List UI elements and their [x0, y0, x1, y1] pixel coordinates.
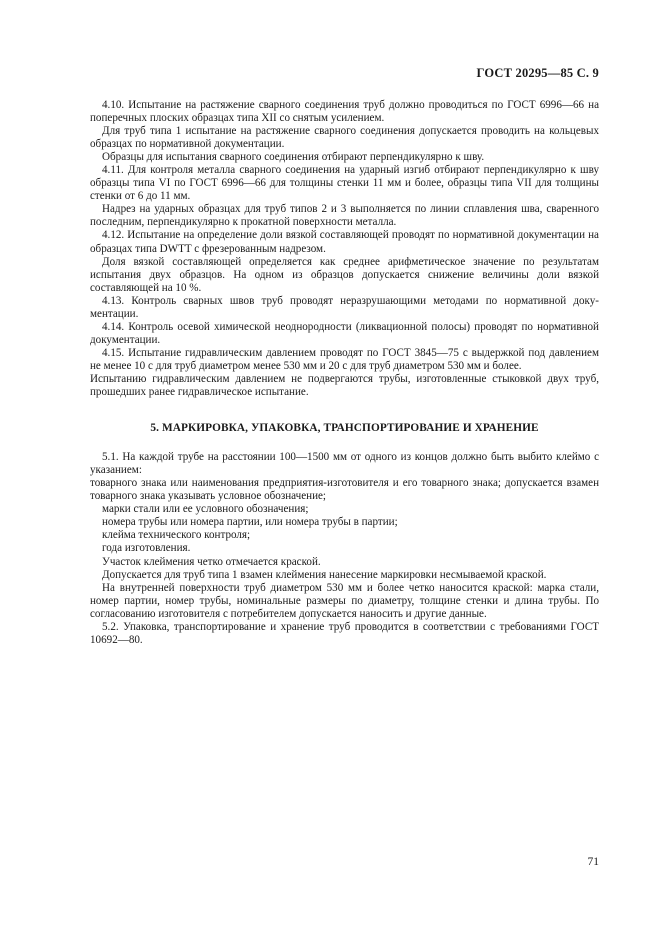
section-5-title: 5. МАРКИРОВКА, УПАКОВКА, ТРАНСПОРТИРОВАНИЕ И ХРАНЕНИЕ	[150, 422, 539, 435]
paragraph-4-11: 4.11. Для контроля металла сварного соединения на ударный изгиб отбирают перпендикулярно к шву образцы типа VI по ГОСТ 6996—66 для толщины стенки 11 мм и более, образцы типа VII для толщины стенки от 6 до 11 мм.	[90, 164, 599, 203]
running-header: ГОСТ 20295—85 С. 9	[476, 66, 599, 80]
paragraph-4-14: 4.14. Контроль осевой химической неоднородности (ликвационной полосы) проводят по нормативной документации.	[90, 320, 599, 346]
paragraph-4-10-type1: Для труб типа 1 испытание на растяжение сварного соединения допускается проводить на кольцевых образцах по нормативной документации.	[90, 125, 599, 151]
paragraph-5-1-trademark: товарного знака или наименования предприятия-изготовителя и его товарного знака; допускается взамен товарного знака указывать условное обозначение;	[90, 477, 599, 503]
paragraph-4-13: 4.13. Контроль сварных швов труб проводят неразрушающими методами по нормативной документации.	[90, 294, 599, 320]
document-body	[90, 99, 599, 647]
paragraph-5-1-year: года изготовления.	[102, 542, 191, 555]
paragraph-4-15-cont: Испытанию гидравлическим давлением не подвергаются трубы, изготовленные стыковкой двух труб, прошедших ранее гидравлическое испытание.	[90, 372, 599, 399]
paragraph-4-10: 4.10. Испытание на растяжение сварного соединения труб должно проводиться по ГОСТ 6996—66 на поперечных плоских образцах типа XII со снятым усилением.	[90, 99, 599, 125]
paragraph-4-12-share: Доля вязкой составляющей определяется как среднее арифметическое значение по результатам испытания двух образцов. На одном из образцов допускается снижение величины доли вязкой составляющей на 10 %.	[90, 255, 599, 294]
paragraph-5-1-paint: Участок клеймения четко отмечается краской.	[102, 555, 321, 568]
paragraph-5-1-inner: На внутренней поверхности труб диаметром 530 мм и более четко наносится краской: марка стали, номер партии, номер трубы, номинальные размеры по диаметру, толщине стенки и длина трубы. По согласованию изготовителя с потребителем допускается наносить и другие данные.	[90, 581, 599, 620]
page-number: 71	[587, 856, 599, 868]
paragraph-4-12: 4.12. Испытание на определение доли вязкой составляющей проводят по нормативной документации на образцах типа DWTT с фрезерованным надрезом.	[90, 229, 599, 255]
paragraph-4-11-notch: Надрез на ударных образцах для труб типов 2 и 3 выполняется по линии сплавления шва, сваренного последним, перпендикулярно к прокатной поверхности металла.	[90, 203, 599, 229]
paragraph-5-1-number: номера трубы или номера партии, или номера трубы в партии;	[102, 516, 398, 529]
paragraph-4-15: 4.15. Испытание гидравлическим давлением проводят по ГОСТ 3845—75 с выдержкой под давлением не менее 10 с для труб диаметром менее 530 мм и 20 с для труб диаметром 530 мм и более.	[90, 346, 599, 372]
paragraph-5-1: 5.1. На каждой трубе на расстоянии 100—1500 мм от одного из концов должно быть выбито клеймо с указанием:	[90, 451, 599, 477]
paragraph-5-1-type1: Допускается для труб типа 1 взамен клеймения нанесение маркировки несмываемой краской.	[102, 568, 547, 581]
paragraph-5-1-control: клейма технического контроля;	[102, 529, 251, 542]
paragraph-5-1-steel: марки стали или ее условного обозначения;	[102, 503, 309, 516]
paragraph-5-2: 5.2. Упаковка, транспортирование и хранение труб проводится в соответствии с требованиями ГОСТ 10692—80.	[90, 620, 599, 646]
paragraph-4-10-samples: Образцы для испытания сварного соединения отбирают перпендикулярно к шву.	[102, 151, 485, 164]
